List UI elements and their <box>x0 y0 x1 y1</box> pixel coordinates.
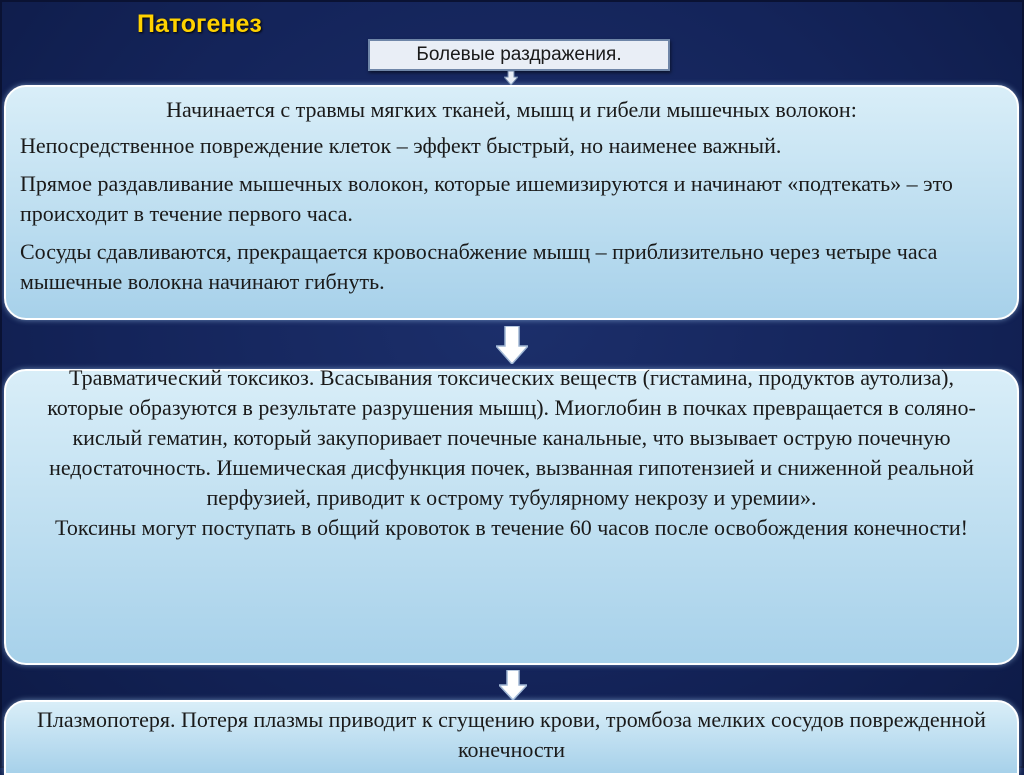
down-arrow-icon <box>496 326 528 364</box>
box3-text: Плазмопотеря. Потеря плазмы приводит к сгущению крови, тромбоза мелких сосудов поврежденной конечности <box>37 707 986 762</box>
box1-line: Непосредственное повреждение клеток – эффект быстрый, но наименее важный. <box>20 133 782 158</box>
box1-line: Сосуды сдавливаются, прекращается кровоснабжение мышц – приблизительно через четыре часа мышечные волокна начинают гибнуть. <box>20 239 938 294</box>
content-box-toxicosis <box>4 365 1019 665</box>
content-box-plasma-loss <box>4 700 1019 775</box>
content-box-injury <box>4 85 1019 320</box>
slide-title: Патогенез <box>137 10 262 38</box>
down-arrow-icon <box>504 71 518 85</box>
top-label-box: Болевые раздражения. <box>368 39 670 71</box>
box2-text: Травматический токсикоз. Всасывания токсических веществ (гистамина, продуктов аутолиза), которые образуются в результате разрушения мышц). Миоглобин в почках превращается в соляно-кислый гематин, который закупоривает почечные канальные, что вызывает острую почечную недостаточность. Ишемическая дисфункция почек, вызванная гипотензией и сниженной реальной перфузией, приводит к острому тубулярному некрозу и уремии». <box>47 365 976 510</box>
box1-line: Начинается с травмы мягких тканей, мышц и гибели мышечных волокон: <box>166 97 857 122</box>
down-arrow-icon <box>499 670 527 700</box>
box2-text-toxins: Токсины могут поступать в общий кровоток в течение 60 часов после освобождения конечности! <box>55 515 968 540</box>
box1-line: Прямое раздавливание мышечных волокон, которые ишемизируются и начинают «подтекать» – это происходит в течение первого часа. <box>20 171 953 226</box>
